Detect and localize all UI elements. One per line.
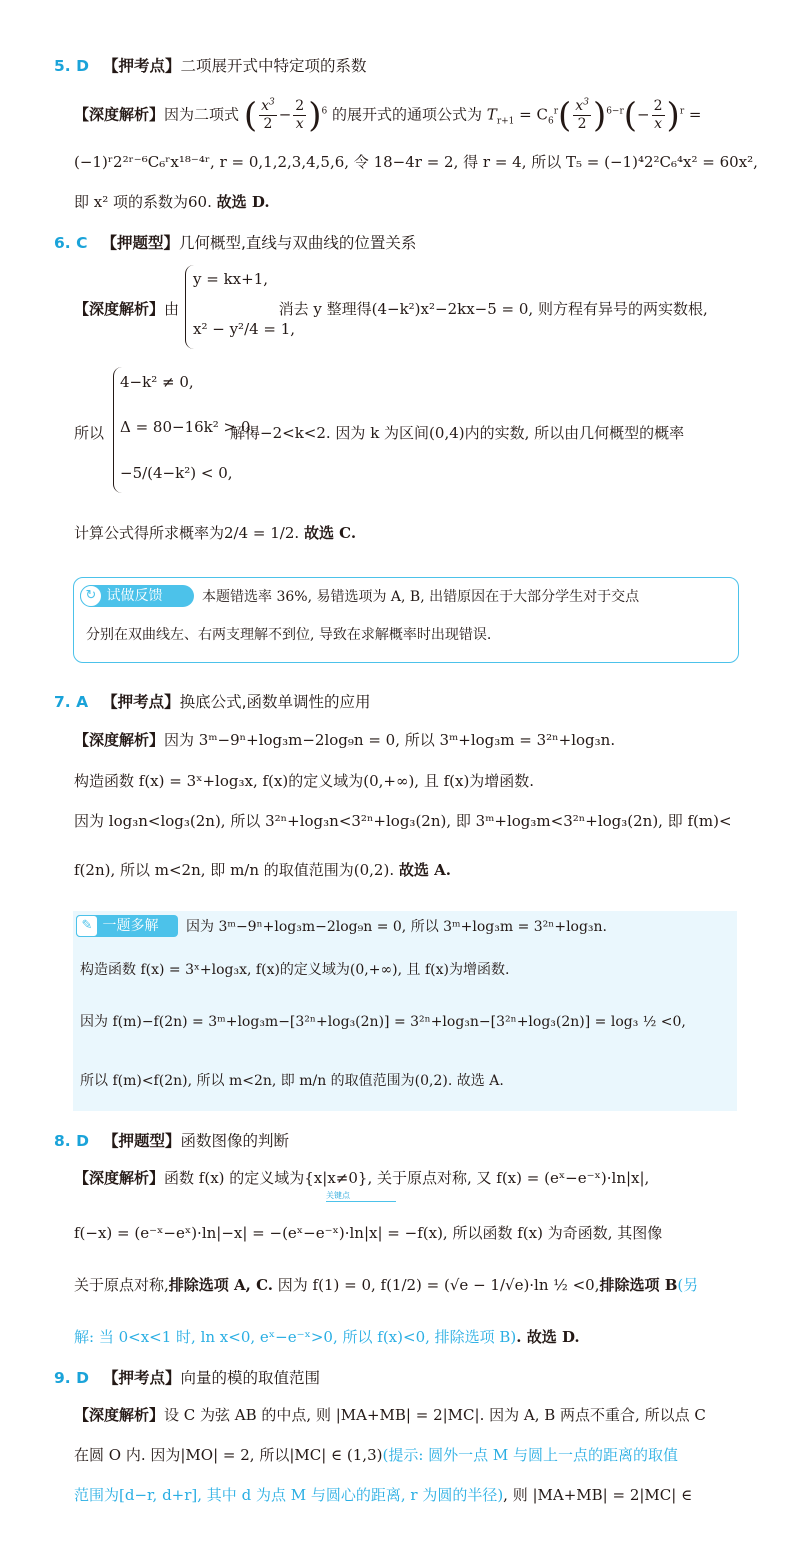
- q7-alt-line1: 因为 3ᵐ−9ⁿ+log₃m−2log₉n = 0, 所以 3ᵐ+log₃m = 3²ⁿ+log₃n.: [186, 919, 608, 935]
- q9-line1: [74, 1404, 760, 1426]
- q7-header: [54, 690, 371, 712]
- q5-number: 5. D: [54, 57, 89, 75]
- q5-header-tag: 【押考点】: [102, 57, 181, 75]
- q9-line2: [74, 1444, 760, 1466]
- q8-l4-hint: 解: 当 0<x<1 时, ln x<0, eˣ−e⁻ˣ>0, 所以 f(x)<0, 排除选项 B): [74, 1328, 517, 1346]
- feedback-arrow-icon: ↻: [80, 585, 102, 607]
- q6-analysis-tag: 【深度解析】: [74, 300, 165, 318]
- q6-sys1-eq2: x² − y²/4 = 1,: [193, 320, 296, 338]
- q7-alt-line2: 构造函数 f(x) = 3ˣ+log₃x, f(x)的定义域为(0,+∞), 且 f(x)为增函数.: [80, 962, 510, 978]
- q6-sys2-eq2: Δ = 80−16k² > 0,: [120, 418, 256, 436]
- q7-l1: 因为 3ᵐ−9ⁿ+log₃m−2log₉n = 0, 所以 3ᵐ+log₃m = 3²ⁿ+log₃n.: [164, 731, 616, 749]
- q6-l2b: 解得−2<k<2. 因为 k 为区间(0,4)内的实数, 所以由几何概型的概率: [230, 424, 685, 442]
- q9-l2-hint: (提示: 圆外一点 M 与圆上一点的距离的取值: [382, 1446, 679, 1464]
- q9-l3b: , 则 |MA+MB| = 2|MC| ∈: [503, 1486, 693, 1504]
- q8-header-text: 函数图像的判断: [180, 1132, 289, 1150]
- q6-line2: [74, 422, 760, 444]
- q8-l1: 函数 f(x) 的定义域为{x|x≠0}, 关于原点对称, 又 f(x) = (eˣ−e⁻ˣ)·ln|x|,: [164, 1169, 650, 1187]
- q7-number: 7. A: [54, 693, 89, 711]
- q7-line2: 构造函数 f(x) = 3ˣ+log₃x, f(x)的定义域为(0,+∞), 且 f(x)为增函数.: [74, 772, 535, 790]
- q8-line4: [74, 1326, 760, 1348]
- q8-line2: f(−x) = (e⁻ˣ−eˣ)·ln|−x| = −(eˣ−e⁻ˣ)·ln|x| = −f(x), 所以函数 f(x) 为奇函数, 其图像: [74, 1224, 663, 1242]
- q8-number: 8. D: [54, 1132, 89, 1150]
- q8-answer: . 故选 D.: [516, 1328, 580, 1346]
- q6-l3-frac: 2/4 = 1/2.: [224, 524, 300, 542]
- q9-l1: 设 C 为弦 AB 的中点, 则 |MA+MB| = 2|MC|. 因为 A, B 两点不重合, 所以点 C: [164, 1406, 706, 1424]
- q8-key-point-mark: 关键点: [326, 1190, 396, 1202]
- q9-l3-hint: 范围为[d−r, d+r], 其中 d 为点 M 与圆心的距离, r 为圆的半径): [74, 1486, 504, 1504]
- q8-analysis-tag: 【深度解析】: [74, 1169, 165, 1187]
- q7-alt-badge: [76, 915, 178, 937]
- q5-l1a: 因为二项式: [164, 105, 240, 124]
- q6-feedback-label: 试做反馈: [106, 588, 163, 604]
- q5-l1b: 的展开式的通项公式为: [332, 105, 483, 124]
- q5-analysis-tag: 【深度解析】: [74, 105, 165, 124]
- q8-line3: [74, 1274, 760, 1296]
- q7-alt-label: 一题多解: [102, 918, 159, 934]
- q5-l3: 即 x² 项的系数为60.: [74, 193, 212, 211]
- q6-l1b: 消去 y 整理得(4−k²)x²−2kx−5 = 0, 则方程有异号的两实数根,: [278, 300, 708, 318]
- q7-alt-line3: 因为 f(m)−f(2n) = 3ᵐ+log₃m−[3²ⁿ+log₃(2n)] = 3²ⁿ+log₃n−[3²ⁿ+log₃(2n)] = log₃ ½ <0,: [80, 1014, 686, 1030]
- q7-line3: 因为 log₃n<log₃(2n), 所以 3²ⁿ+log₃n<3²ⁿ+log₃(2n), 即 3ᵐ+log₃m<3²ⁿ+log₃(2n), 即 f(m)<: [74, 812, 732, 830]
- q8-l3d: 排除选项 B: [599, 1276, 678, 1294]
- q6-feedback-badge: [80, 585, 194, 607]
- q9-header-text: 向量的模的取值范围: [180, 1369, 320, 1387]
- q7-alt-line4: 所以 f(m)<f(2n), 所以 m<2n, 即 m/n 的取值范围为(0,2). 故选 A.: [80, 1073, 504, 1089]
- q6-line3: [74, 522, 760, 544]
- q9-header-tag: 【押考点】: [102, 1369, 181, 1387]
- q6-sys1-eq1: y = kx+1,: [193, 270, 269, 288]
- q6-number: 6. C: [54, 234, 88, 252]
- q6-feedback-line1: 本题错选率 36%, 易错选项为 A, B, 出错原因在于大部分学生对于交点: [202, 589, 640, 605]
- q9-l2a: 在圆 O 内. 因为|MO| = 2, 所以|MC| ∈ (1,3): [74, 1446, 383, 1464]
- q9-number: 9. D: [54, 1369, 89, 1387]
- q6-answer: 故选 C.: [303, 524, 357, 542]
- q6-sys2-eq1: 4−k² ≠ 0,: [120, 373, 194, 391]
- q6-sys2-eq3: −5/(4−k²) < 0,: [120, 464, 233, 482]
- q5-answer: 故选 D.: [216, 193, 270, 211]
- q8-l3a: 关于原点对称,: [74, 1276, 169, 1294]
- q7-analysis-tag: 【深度解析】: [74, 731, 165, 749]
- q8-line1: [74, 1167, 760, 1189]
- q8-l3c: 因为 f(1) = 0, f(1/2) = (√e − 1/√e)·ln ½ <0,: [277, 1276, 600, 1294]
- q5-header: [54, 54, 366, 76]
- q8-l3e: (另: [677, 1276, 699, 1294]
- q9-line3: [74, 1484, 760, 1506]
- q7-answer: 故选 A.: [398, 861, 451, 879]
- q9-header: [54, 1366, 320, 1388]
- q6-feedback-line2: 分别在双曲线左、右两支理解不到位, 导致在求解概率时出现错误.: [86, 627, 492, 643]
- q6-header: [54, 231, 416, 253]
- q7-l4: f(2n), 所以 m<2n, 即 m/n 的取值范围为(0,2).: [74, 861, 395, 879]
- q7-line4: [74, 859, 760, 881]
- q5-line1: 【深度解析】因为二项式 ( $\frac{x^3}{2}$ − $\frac{2}{x}$ )$^6$ 的展开式的通项公式为 $T_{r+1} = C_6^r$( $\frac{x^3}{2}$ )$^{6-r}$(− $\frac{2}{x}$ )$^r$ =: [74, 95, 702, 136]
- q8-header: [54, 1129, 289, 1151]
- q8-header-tag: 【押题型】: [102, 1132, 181, 1150]
- q9-analysis-tag: 【深度解析】: [74, 1406, 165, 1424]
- q7-header-tag: 【押考点】: [102, 693, 180, 711]
- q6-l1a: 由: [164, 300, 180, 318]
- q8-l3b: 排除选项 A, C.: [168, 1276, 273, 1294]
- q6-header-text: 几何概型,直线与双曲线的位置关系: [178, 234, 417, 252]
- q6-l2a: 所以: [74, 424, 105, 442]
- q5-header-text: 二项展开式中特定项的系数: [180, 57, 367, 75]
- q6-l3a: 计算公式得所求概率为: [74, 524, 225, 542]
- q7-line1: [74, 729, 760, 751]
- q5-line3: [74, 191, 760, 213]
- leaf-icon: ✎: [76, 915, 98, 937]
- q6-line1: [74, 298, 760, 320]
- q5-line2: (−1)ʳ2²ʳ⁻⁶C₆ʳx¹⁸⁻⁴ʳ, r = 0,1,2,3,4,5,6, 令 18−4r = 2, 得 r = 4, 所以 T₅ = (−1)⁴2²C₆⁴x² = 60x²,: [74, 153, 758, 171]
- q6-header-tag: 【押题型】: [101, 234, 179, 252]
- q7-header-text: 换底公式,函数单调性的应用: [179, 693, 371, 711]
